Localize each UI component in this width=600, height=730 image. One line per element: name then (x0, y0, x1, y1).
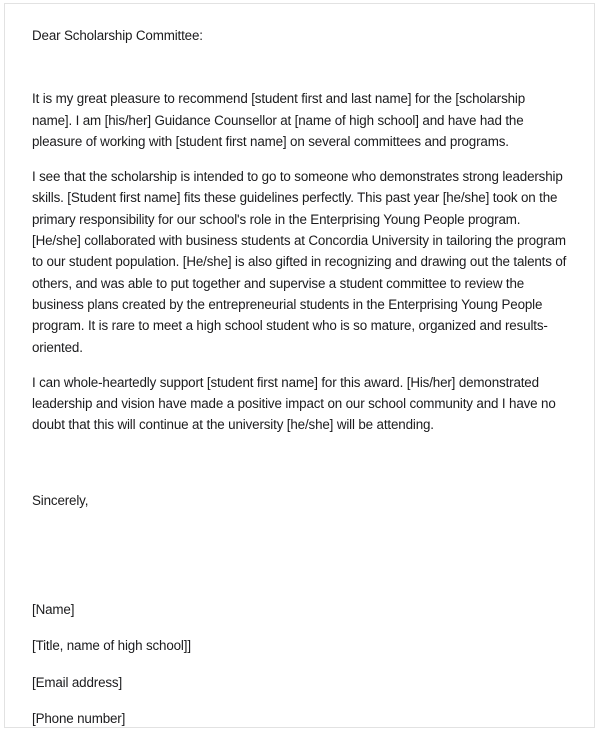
closing: Sincerely, (32, 492, 89, 508)
body-paragraph-leadership: I see that the scholarship is intended to go to someone who demonstrates strong leadership skills. [Student first name] fits these guidelines perfectly. This past year [he/she] took on the primary responsibility for our school's role in the Enterprising Young People program. [He/she] collaborated with business students at Concordia University in tailoring the program to our student population. [He/she] is also gifted in recognizing and drawing out the talents of others, and was able to put together and supervise a student committee to review the business plans created by the entrepreneurial students in the Enterprising Young People program. It is rare to meet a high school student who is so mature, organized and results-oriented. (32, 169, 567, 355)
signature-email-line: [Email address] (32, 674, 123, 690)
letter-page (4, 3, 595, 728)
salutation: Dear Scholarship Committee: (32, 28, 203, 43)
signature-phone-line: [Phone number] (32, 710, 126, 726)
body-paragraph-intro: It is my great pleasure to recommend [student first and last name] for the [scholarship name]. I am [his/her] Guidance Counsellor at [name of high school] and have had the pleasure of working with [student first name] on several committees and programs. (32, 91, 526, 149)
signature-block (32, 599, 568, 729)
body-paragraph-support: I can whole-heartedly support [student first name] for this award. [His/her] demonstrated leadership and vision have made a positive impact on our school community and I have no doubt that this will continue at the university [he/she] will be attending. (32, 374, 556, 433)
letter-content (5, 4, 594, 729)
signature-name-line: [Name] (32, 602, 75, 618)
signature-title-line: [Title, name of high school]] (32, 638, 191, 654)
